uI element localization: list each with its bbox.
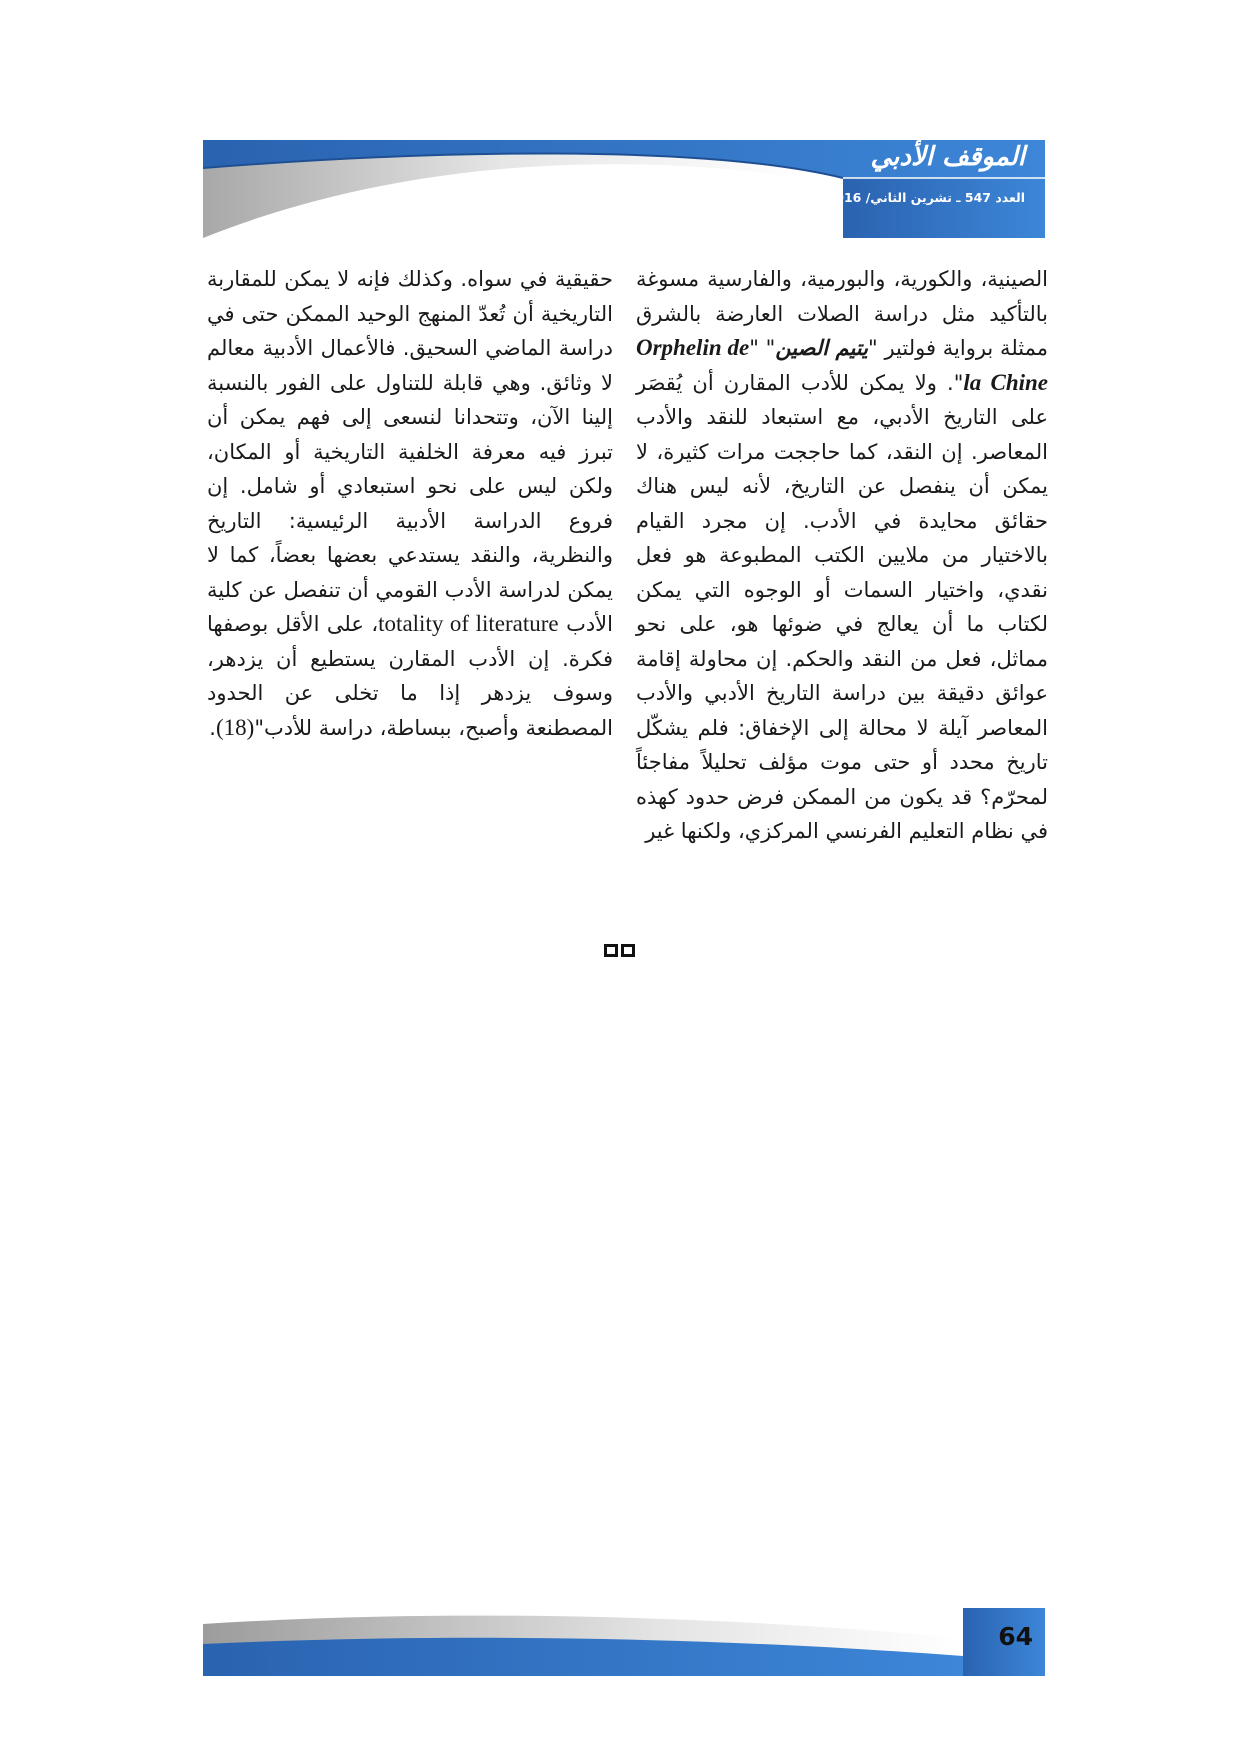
latin-term: totality of literature bbox=[378, 611, 559, 636]
paragraph-text: " " bbox=[749, 336, 776, 360]
page-header bbox=[203, 138, 1045, 238]
book-title-arabic: يتيم الصين bbox=[775, 336, 868, 360]
paragraph-text: ، على الأقل بوصفها فكرة. إن الأدب المقارن يستطيع أن يزدهر، وسوف يزدهر إذا ما تخلى عن الحدود المصطنعة وأصبح، ببساطة، دراسة للأدب" bbox=[207, 612, 613, 740]
paragraph-text: الصينية، والكورية، والبورمية، والفارسية مسوغة بالتأكيد مثل دراسة الصلات العارضة بالشرق ممثلة برواية فولتير " bbox=[636, 267, 1048, 360]
issue-info: العدد 547 ـ تشرين الثاني/ 2016 bbox=[826, 190, 1025, 205]
magazine-logo: الموقف الأدبي bbox=[870, 142, 1025, 172]
body-paragraph bbox=[207, 262, 613, 745]
end-of-article-mark bbox=[604, 944, 635, 957]
book-title-french: Orphelin de la Chine bbox=[636, 335, 1048, 395]
reference-number: (18) bbox=[215, 714, 255, 740]
paragraph-text: حقيقية في سواه. وكذلك فإنه لا يمكن للمقاربة التاريخية أن تُعدّ المنهج الوحيد الممكن حتى في دراسة الماضي السحيق. فالأعمال الأدبية معالم لا وثائق. وهي قابلة للتناول على الفور بالنسبة إلينا الآن، وتتحدانا لنسعى إلى فهم يمكن أن تبرز فيه معرفة الخلفية التاريخية أو المكان، ولكن ليس على نحو استبعادي أو شامل. إن فروع الدراسة الأدبية الرئيسية: التاريخ والنظرية، والنقد يستدعي بعضها بعضاً، كما لا يمكن لدراسة الأدب القومي أن تنفصل عن كلية الأدب bbox=[207, 267, 613, 636]
text-column-left bbox=[207, 262, 613, 745]
text-column-right bbox=[636, 262, 1048, 849]
paragraph-text: . bbox=[209, 715, 216, 740]
paragraph-text: ". ولا يمكن للأدب المقارن أن يُقصَر على التاريخ الأدبي، مع استبعاد للنقد والأدب المعاصر. إن النقد، كما حاججت مرات كثيرة، لا يمكن أن ينفصل عن التاريخ، لأنه ليس هناك حقائق محايدة في الأدب. إن مجرد القيام بالاختيار من ملايين الكتب المطبوعة هو فعل نقدي، واختيار السمات أو الوجوه التي يمكن لكتاب ما أن يعالج في ضوئها هو، على نحو مماثل، فعل من النقد والحكم. إن محاولة إقامة عوائق دقيقة بين دراسة التاريخ الأدبي والأدب المعاصر آيلة لا محالة إلى الإخفاق: فلم يشكّل تاريخ محدد أو حتى موت مؤلف تحليلاً مفاجئاً لمحرّم؟ قد يكون من الممكن فرض حدود كهذه في نظام التعليم الفرنسي المركزي، ولكنها غير bbox=[636, 370, 1048, 843]
square-icon bbox=[604, 944, 618, 957]
page-number: 64 bbox=[998, 1622, 1033, 1651]
footer-wave-graphic bbox=[203, 1608, 1045, 1678]
page-footer bbox=[203, 1608, 1045, 1678]
body-paragraph bbox=[636, 262, 1048, 849]
square-icon bbox=[621, 944, 635, 957]
